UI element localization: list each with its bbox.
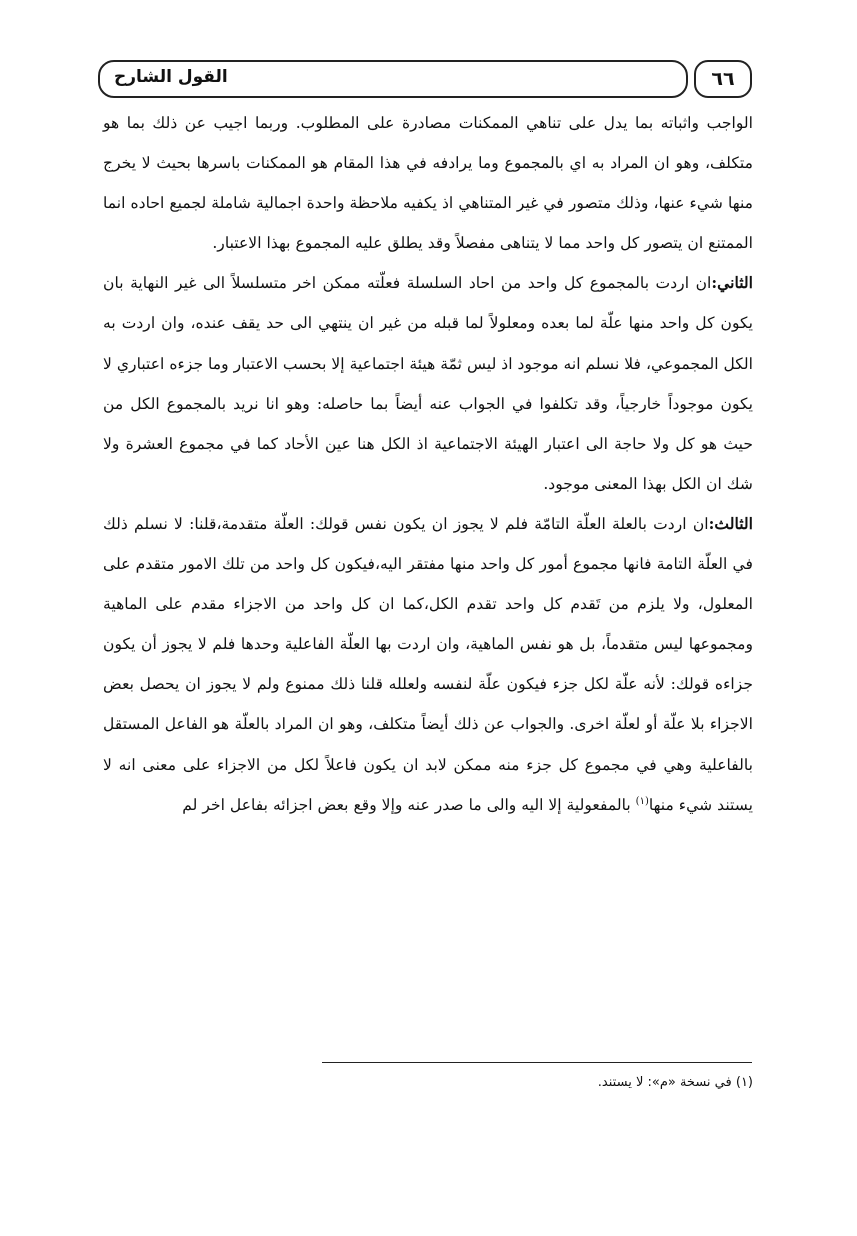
paragraph-3: الثالث:ان اردت بالعلة العلّة التامّة فلم لا يجوز ان يكون نفس قولك: العلّة متقدمة،قلنا: لا نسلم ذلك في العلّة التامة فانها مجموع أمور كل واحد منها مفتقر اليه،فيكون كل واحد من تلك الامور متقدم على المعلول، ولا يلزم من تَقدم كل واحد تقدم الكل،كما ان كل واحد من الاجزاء مقدم على الماهية ومجموعها ليس متقدماً، بل هو نفس الماهية، وان اردت بها العلّة الفاعلية وحدها فلم لا يجوز أن يكون جزاءه قولك: لأنه علّة لكل جزء فيكون علّة لنفسه ولعلله قلنا ذلك ممنوع ولم لا يجوز ان يحصل بعض الاجزاء بلا علّة أو لعلّة اخرى. والجواب عن ذلك أيضاً متكلف، وهو ان المراد بالعلّة هو الفاعل المستقل بالفاعلية وهي في مجموع كل جزء منه ممكن لابد ان يكون فاعلاً لكل من الاجزاء على معنى انه لا يستند شيء منها$^{(١)}$ بالمفعولية إلا اليه والى ما صدر عنه وإلا وقع بعض اجزائه بفاعل اخر لم — [103, 513, 753, 814]
paragraph-2: الثاني:ان اردت بالمجموع كل واحد من احاد السلسلة فعلّته ممكن اخر متسلسلاً الى غير النهاية بان يكون كل واحد منها علّة لما بعده ومعلولاً لما قبله من غير ان ينتهي الى حد يقف عنده، وان اردت به الكل المجموعي، فلا نسلم انه موجود اذ ليس ثمّة هيئة اجتماعية إلا بحسب الاعتبار وما جزءه اعتباري لا يكون موجوداً خارجياً، وقد تكلفوا في الجواب عنه أيضاً بما حاصله: وهو انا نريد بالمجموع الكل من حيث هو كل ولا حاجة الى اعتبار الهيئة الاجتماعية اذ الكل هنا عين الأحاد كما في مجموع العشرة ولا شك ان الكل بهذا المعنى موجود. — [103, 273, 753, 493]
footnote-reference: (١) — [635, 795, 649, 807]
section-label-second: الثاني: — [711, 273, 753, 293]
section-label-third: الثالث: — [708, 513, 753, 533]
page-number: ٦٦ — [711, 68, 735, 90]
main-text — [103, 103, 753, 825]
footnote: (١) في نسخة «م»: لا يستند. — [597, 1075, 753, 1090]
running-header-title: القول الشارح — [114, 67, 228, 87]
running-header-frame — [98, 60, 688, 98]
page-number-frame — [694, 60, 752, 98]
paragraph-1: الواجب واثباته بما يدل على تناهي الممكنات مصادرة على المطلوب. وربما اجيب عن ذلك بما هو متكلف، وهو ان المراد به اي بالمجموع وما يرادفه في هذا المقام هو الممكنات باسرها بحيث لا يخرج منها شيء عنها، وذلك متصور في غير المتناهي اذ يكفيه ملاحظة واحدة اجمالية شاملة لجميع احاده انما الممتنع ان يتصور كل واحد مما لا يتناهى مفصلاً وقد يطلق عليه المجموع بهذا الاعتبار. — [103, 114, 753, 253]
footnote-divider — [322, 1062, 752, 1063]
